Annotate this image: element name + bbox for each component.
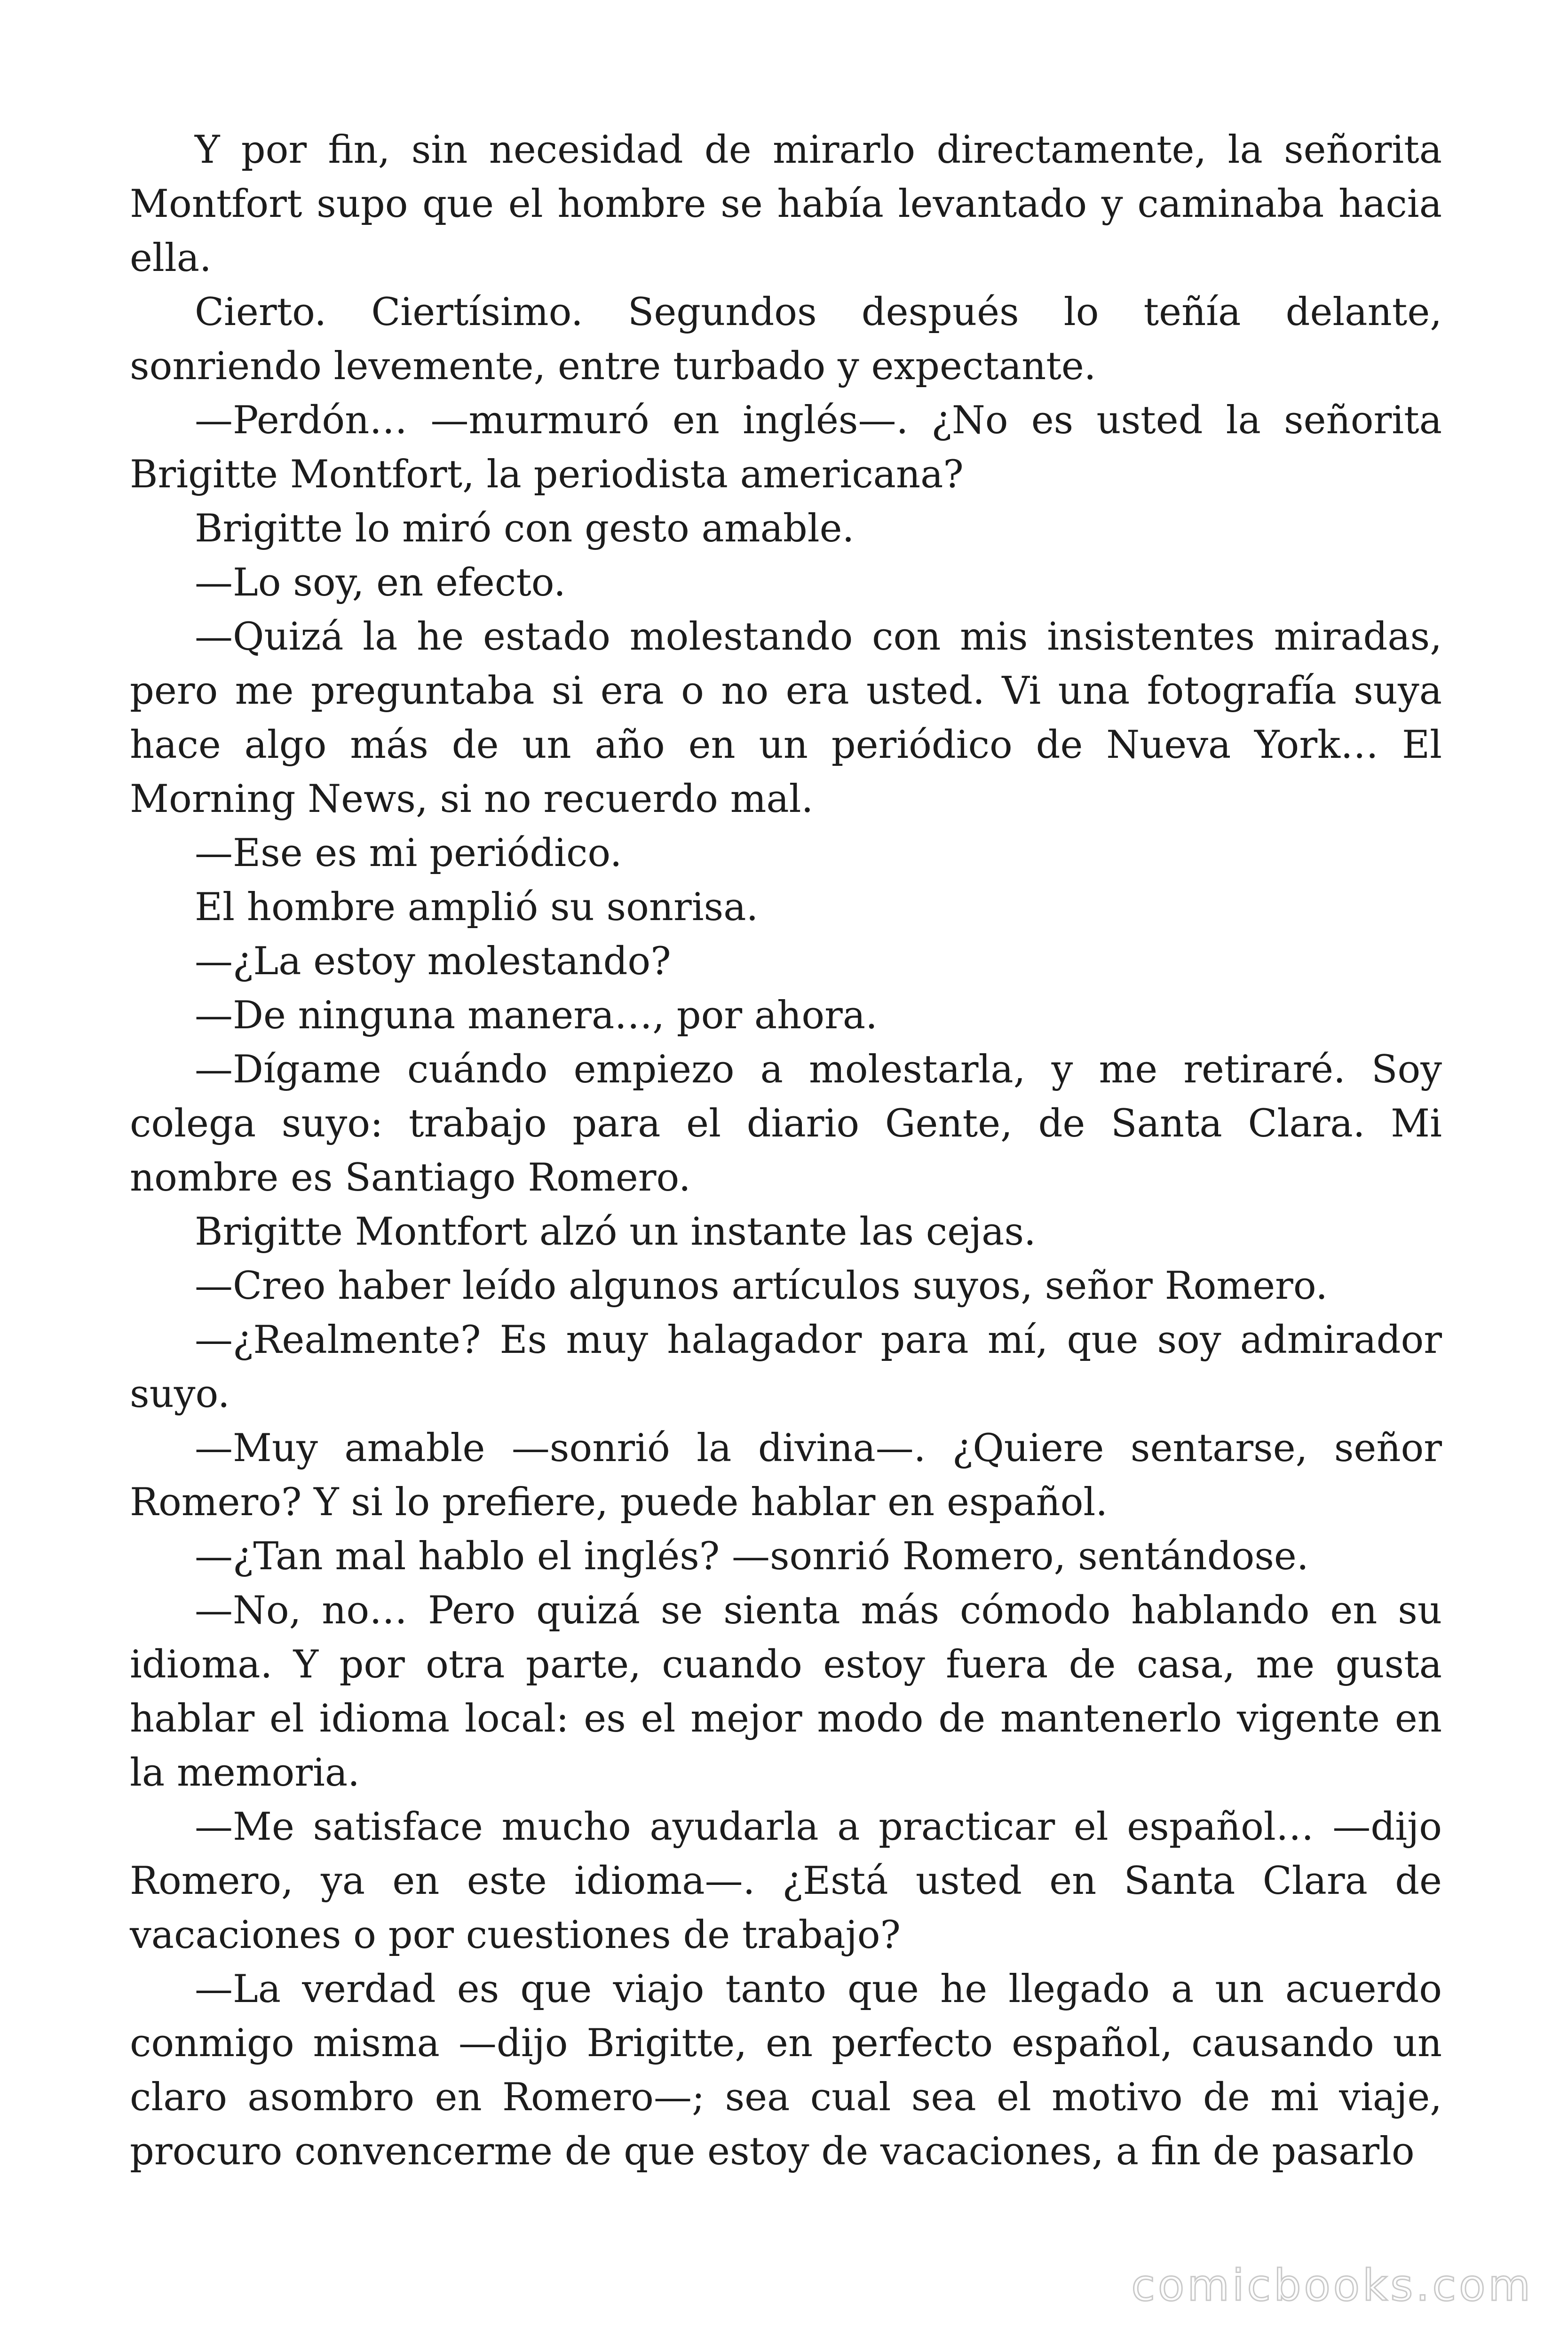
paragraph-13: —Creo haber leído algunos artículos suyos, señor Romero.	[195, 1264, 1328, 1308]
paragraph-15: —Muy amable —sonrió la divina—. ¿Quiere sentarse, señor Romero? Y si lo prefiere, puede hablar en español.	[130, 1426, 1442, 1525]
paragraph-5: —Lo soy, en efecto.	[195, 561, 566, 605]
paragraph-12: Brigitte Montfort alzó un instante las cejas.	[195, 1210, 1036, 1254]
paragraph-3: —Perdón… —murmuró en inglés—. ¿No es usted la señorita Brigitte Montfort, la periodista americana?	[130, 398, 1442, 497]
paragraph-19: —La verdad es que viajo tanto que he llegado a un acuerdo conmigo misma —dijo Brigitte, en perfecto español, causando un claro asombro en Romero—; sea cual sea el motivo de mi viaje, procuro convencerme de que estoy de vacaciones, a fin de pasarlo	[130, 1967, 1442, 2174]
paragraph-16: —¿Tan mal hablo el inglés? —sonrió Romero, sentándose.	[195, 1534, 1309, 1579]
paragraph-11: —Dígame cuándo empiezo a molestarla, y me retiraré. Soy colega suyo: trabajo para el diario Gente, de Santa Clara. Mi nombre es Santiago Romero.	[130, 1048, 1442, 1200]
paragraph-6: —Quizá la he estado molestando con mis insistentes miradas, pero me preguntaba si era o no era usted. Vi una fotografía suya hace algo más de un año en un periódico de Nueva York… El Morning News, si no recuerdo mal.	[130, 615, 1442, 821]
paragraph-14: —¿Realmente? Es muy halagador para mí, que soy admirador suyo.	[130, 1318, 1442, 1416]
paragraph-1: Y por fin, sin necesidad de mirarlo directamente, la señorita Montfort supo que el hombre se había levantado y caminaba hacia ella.	[130, 128, 1442, 280]
body-text	[130, 123, 1442, 2179]
watermark: comicbooks.com	[1131, 2260, 1533, 2311]
paragraph-4: Brigitte lo miró con gesto amable.	[195, 507, 855, 551]
paragraph-17: —No, no… Pero quizá se sienta más cómodo hablando en su idioma. Y por otra parte, cuando estoy fuera de casa, me gusta hablar el idioma local: es el mejor modo de mantenerlo vigente en la memoria.	[130, 1589, 1442, 1795]
paragraph-7: —Ese es mi periódico.	[195, 831, 622, 875]
paragraph-2: Cierto. Ciertísimo. Segundos después lo teñía delante, sonriendo levemente, entre turbado y expectante.	[130, 290, 1442, 389]
paragraph-10: —De ninguna manera…, por ahora.	[195, 993, 878, 1038]
paragraph-18: —Me satisface mucho ayudarla a practicar el español… —dijo Romero, ya en este idioma—. ¿Está usted en Santa Clara de vacaciones o por cuestiones de trabajo?	[130, 1805, 1442, 1957]
paragraph-9: —¿La estoy molestando?	[195, 939, 671, 984]
paragraph-8: El hombre amplió su sonrisa.	[195, 885, 759, 930]
